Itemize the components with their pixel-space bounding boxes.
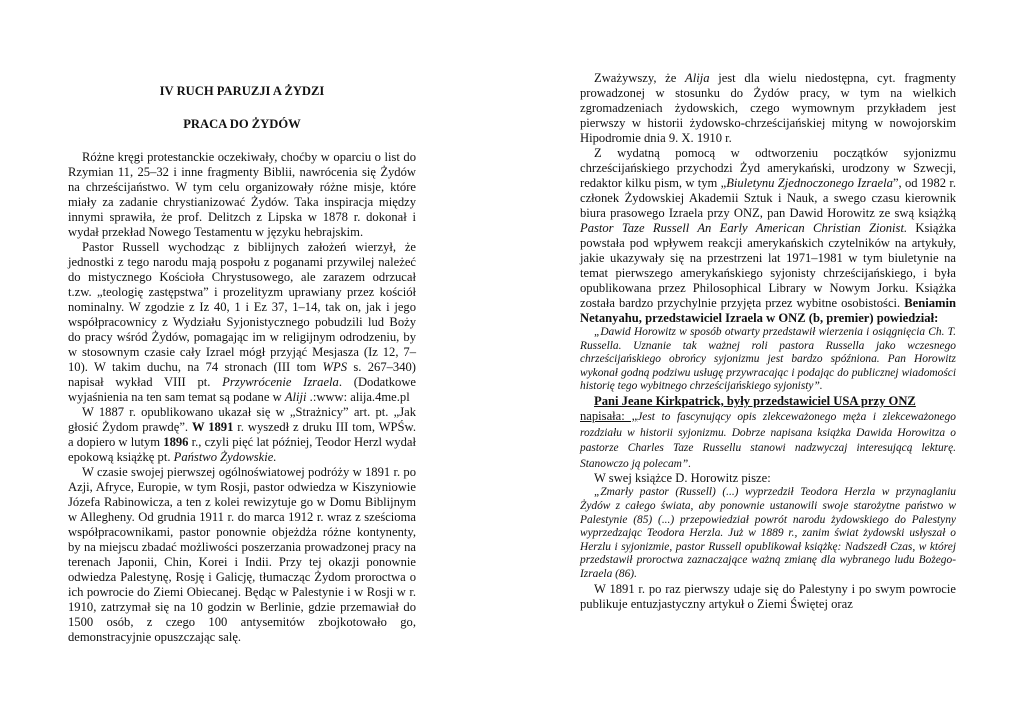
kirkpatrick-heading: Pani Jeane Kirkpatrick, były przedstawiciel USA przy ONZ	[594, 393, 916, 408]
section-subheading: PRACA DO ŻYDÓW	[183, 117, 301, 131]
paragraph-1: Różne kręgi protestanckie oczekiwały, choćby w oparciu o list do Rzymian 11, 25–32 i inne fragmenty Biblii, nawrócenia się Żydów na chrześcijaństwo. W tym celu organizowały różne misje, które miały za zadanie chrystianizować Żydów. Taka inspiracja między innymi sprawiła, że prof. Delitzch z Lipska w 1878 r. dokonał i wydał przekład Nowego Testamentu w języku hebrajskim.	[68, 150, 416, 239]
paragraph-8: W 1891 r. po raz pierwszy udaje się do Palestyny i po swym powrocie publikuje entuzjastyczny artykuł o Ziemi Świętej oraz	[580, 581, 956, 611]
chapter-heading: IV RUCH PARUZJI A ŻYDZI	[159, 84, 325, 98]
paragraph-6: Z wydatną pomocą w odtworzeniu początków syjonizmu chrześcijańskiego przychodzi Żyd amerykański, urodzony w Szwecji, redaktor kilku pism, w tym „Biuletynu Zjednoczonego Izraela”, od 1982 r. członek Żydowskiej Akademii Sztuk i Nauk, a swego czasu kierownik biura prasowego Izraela przy ONZ, pan Dawid Horowitz ze swą książką Pastor Taze Russell An Early American Christian Zionist. Książka powstała pod wpływem reakcji amerykańskich czytelników na artykuły, jakie ukazywały się na przestrzeni lat 1971–1981 w tym biuletynie na temat pierwszego amerykańskiego syjonisty chrześcijańskiego, i była opublikowana przez Philosophical Library w Nowym Jorku. Książka została bardzo przychylnie przyjęta przez wybitne osobistości. Beniamin Netanyahu, przedstawiciel Izraela w ONZ (b, premier) powiedział:	[580, 146, 956, 325]
paragraph-3: W 1887 r. opublikowano ukazał się w „Strażnicy” art. pt. „Jak głosić Żydom prawdę”. W 1891 r. wyszedł z druku III tom, WPŚw. a dopiero w lutym 1896 r., czyli pięć lat później, Teodor Herzl wydał epokową książkę pt. Państwo Żydowskie.	[68, 405, 416, 464]
paragraph-2: Pastor Russell wychodząc z biblijnych założeń wierzył, że jednostki z tego narodu mają pospołu z poganami przywilej należeć do mistycznego Kościoła Chrystusowego, ale zarazem odrzucał t.zw. „teologię zastępstwa” i prozelityzm uprawiany przez kościół nominalny. W zgodzie z Iz 40, 1 i Ez 37, 1–14, tak on, jak i jego współpracownicy z Wydziału Syjonistycznego pobudzili lud Boży do pracy wśród Żydów, pomagając im w religijnym odrodzeniu, by w stosownym czasie cały Izrael mógł przyjąć Mesjasza (Iz 12, 7–10). W takim duchu, na 74 stronach (III tom WPS s. 267–340) napisał wykład VIII pt. Przywrócenie Izraela. (Dodatkowe wyjaśnienia na ten sam temat są podane w Aliji .:www: alija.4me.pl	[68, 240, 417, 404]
paragraph-7: W swej książce D. Horowitz pisze:	[594, 471, 771, 486]
right-column	[580, 71, 956, 612]
left-column	[68, 84, 416, 645]
kirkpatrick-quote: napisała: „Jest to fascynujący opis zlekceważonego męża i zlekceważonego rozdziału w historii syjonizmu. Dobrze napisana książka Dawida Horowitza o pastorze Charles Taze Russellu stanowi nadzwyczaj interesującą lekturę. Stanowczo ją polecam”.	[580, 408, 957, 470]
paragraph-4: W czasie swojej pierwszej ogólnoświatowej podróży w 1891 r. po Azji, Afryce, Europie, w tym Rosji, pastor odwiedza w Kiszyniowie Józefa Rabinowicza, a ten z kolei rewizytuje go w Domu Biblijnym w Allegheny. Od grudnia 1911 r. do marca 1912 r. wraz z sześcioma współpracownikami, pastor ponownie objeżdża różne kontynenty, by na miejscu zbadać możliwości poszerzania prowadzonej pracy na terenach Japonii, Chin, Korei i Indii. Przy tej okazji ponownie odwiedza Palestynę, Rosję i Galicję, tłumacząc Żydom proroctwa o ich powrocie do Ziemi Obiecanej. Będąc w Palestynie i w Rosji w r. 1910, zatrzymał się na 10 godzin w Berlinie, gdzie przemawiał do 1500 osób, z czego 100 antysemitów zbojkotowało go, demonstracyjnie opuszczając salę.	[68, 465, 416, 644]
horowitz-quote: „Zmarły pastor (Russell) (...) wyprzedził Teodora Herzla w przynaglaniu Żydów z całego świata, aby ponownie ustanowili swoje starożytne państwo w Palestynie (85) (...) przepowiedział powrót narodu żydowskiego do Palestyny wyprzedzając Teodora Herzla. Już w 1889 r., zanim świat żydowski usłyszał o Herzlu i syjonizmie, pastor Russell opublikował książkę: Nadszedł Czas, w której przedstawił proroctwa zaznaczające ważną zmianę dla wybranego ludu Bożego- Izraela (86).	[580, 486, 956, 580]
netanyahu-quote: „Dawid Horowitz w sposób otwarty przedstawił wierzenia i osiągnięcia Ch. T. Russella. Uznanie tak ważnej roli pastora Russella jako wczesnego chrześcijańskiego obrońcy syjonizmu jest bardzo spóźniona. Pan Horowitz wykonał godną podziwu usługę przywracając i podając do publicznej wiadomości historię tego wybitnego chrześcijańskiego syjonisty”.	[580, 326, 956, 393]
paragraph-5: Zważywszy, że Alija jest dla wielu niedostępna, cyt. fragmenty prowadzonej w stosunku do Żydów pracy, w tym na wielkich zgromadzeniach żydowskich, czego wymownym przykładem jest pierwszy w historii żydowsko-chrześcijańskiej mityng w nowojorskim Hipodromie dnia 9. X. 1910 r.	[580, 71, 956, 145]
